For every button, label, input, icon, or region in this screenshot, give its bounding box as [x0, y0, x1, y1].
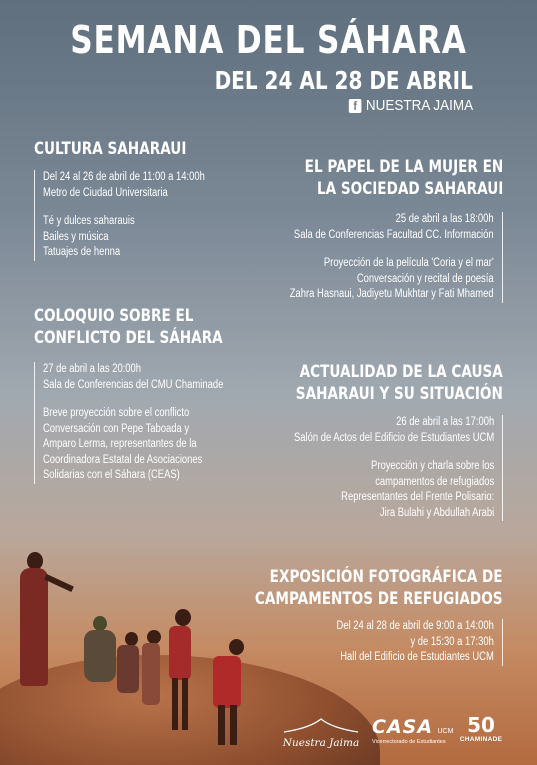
cultura-when: Del 24 al 26 de abril de 11:00 a 14:00h: [43, 171, 205, 183]
cultura-item: Tatuajes de henna: [43, 246, 121, 258]
section-exposicion-title: EXPOSICIÓN FOTOGRÁFICA DE CAMPAMENTOS DE REFUGIADOS: [255, 567, 503, 609]
papel-item: Zahra Hasnaui, Jadiyetu Mukhtar y Fati Mhamed: [290, 288, 494, 300]
actualidad-when: 26 de abril a las 17:00h: [395, 416, 494, 428]
event-title: SEMANA DEL SÁHARA: [70, 18, 467, 62]
exposicion-line: Del 24 al 28 de abril de 9:00 a 14:00h: [336, 620, 494, 632]
coloquio-item: Breve proyección sobre el conflicto: [43, 407, 190, 419]
nuestra-jaima-logo: Nuestra Jaima: [280, 716, 362, 749]
cultura-where: Metro de Ciudad Universitaria: [43, 186, 168, 199]
coloquio-where: Sala de Conferencias del CMU Chaminade: [43, 378, 224, 391]
papel-item: Proyección de la película 'Coria y el mar': [324, 257, 494, 269]
papel-item: Conversación y recital de poesía: [357, 272, 494, 285]
section-actualidad-title: ACTUALIDAD DE LA CAUSA SAHARAUI Y SU SITUACIÓN: [295, 362, 503, 404]
facebook-page-name: NUESTRA JAIMA: [365, 97, 473, 114]
coloquio-item: Solidarias con el Sáhara (CEAS): [43, 469, 180, 481]
section-papel-details: [245, 212, 503, 303]
coloquio-item: Conversación con Pepe Taboada y: [43, 422, 190, 435]
exposicion-line: Hall del Edificio de Estudiantes UCM: [340, 651, 494, 663]
coloquio-when: 27 de abril a las 20:00h: [43, 363, 142, 375]
event-dates: DEL 24 AL 28 DE ABRIL: [214, 66, 473, 95]
actualidad-where: Salón de Actos del Edificio de Estudiantes UCM: [293, 431, 494, 444]
section-cultura-title: CULTURA SAHARAUI: [34, 139, 187, 159]
facebook-link[interactable]: [349, 97, 473, 114]
section-coloquio-details: [34, 362, 263, 484]
exposicion-line: y de 15:30 a 17:30h: [410, 635, 494, 648]
section-papel-title: EL PAPEL DE LA MUJER EN LA SOCIEDAD SAHARAUI: [304, 157, 503, 199]
facebook-icon: f: [349, 99, 362, 113]
papel-when: 25 de abril a las 18:00h: [395, 213, 494, 225]
section-coloquio-title: COLOQUIO SOBRE EL CONFLICTO DEL SÁHARA: [34, 306, 223, 348]
actualidad-item: Representantes del Frente Polisario:: [340, 491, 494, 503]
papel-where: Sala de Conferencias Facultad CC. Información: [294, 228, 494, 241]
coloquio-item: Amparo Lerma, representantes de la: [43, 438, 197, 450]
tent-icon: [280, 716, 362, 734]
cultura-item: Bailes y música: [43, 230, 109, 243]
actualidad-item: Jira Bulahi y Abdullah Arabi: [379, 506, 494, 519]
section-actualidad-details: [250, 415, 503, 521]
chaminade-logo: 50 CHAMINADE: [459, 713, 503, 743]
section-cultura-details: [34, 170, 240, 261]
cultura-item: Té y dulces saharauis: [43, 215, 135, 227]
coloquio-item: Coordinadora Estatal de Asociaciones: [43, 453, 203, 466]
actualidad-item: campamentos de refugiados: [374, 475, 494, 488]
section-exposicion-details: [302, 619, 503, 666]
actualidad-item: Proyección y charla sobre los: [370, 460, 494, 472]
casa-logo: CASA UCM Vicerrectorado de Estudiantes: [372, 716, 454, 745]
